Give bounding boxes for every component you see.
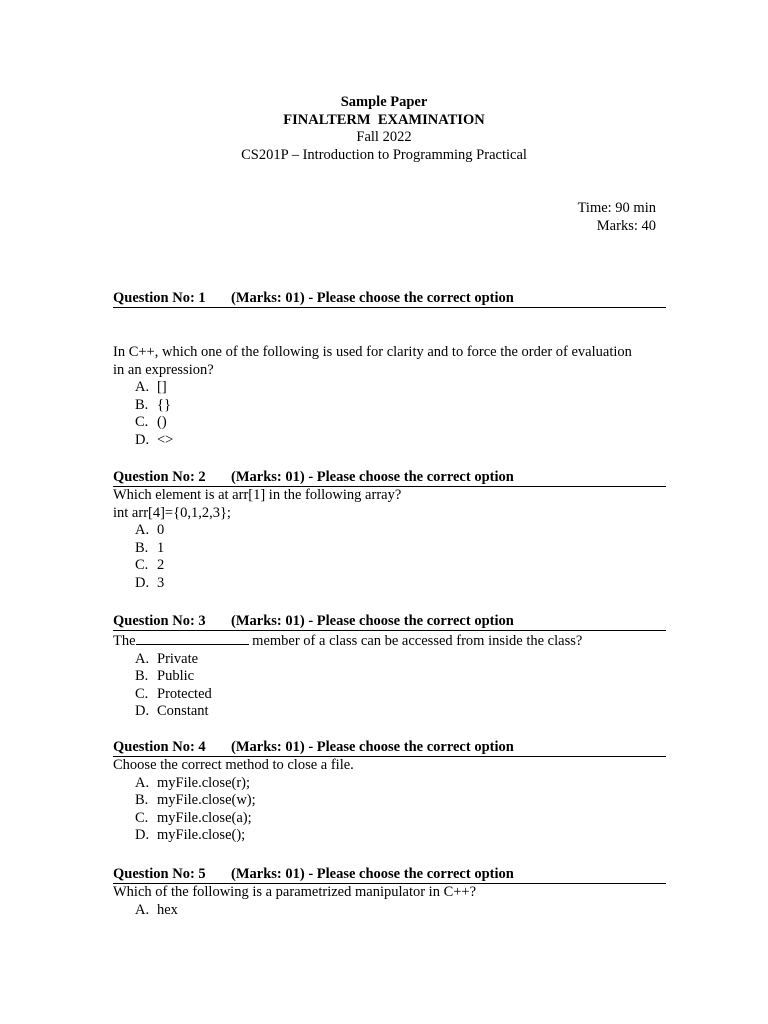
option-b (135, 540, 666, 558)
question-number: Question No: 3 (113, 613, 206, 629)
option-list (113, 379, 666, 449)
question-instruction: (Marks: 01) - Please choose the correct option (231, 469, 514, 485)
question-instruction: (Marks: 01) - Please choose the correct option (231, 739, 514, 755)
paper-title: Sample Paper (340, 94, 428, 110)
question-text-continued: in an expression? (113, 361, 214, 378)
option-c (135, 810, 666, 828)
question-heading (113, 866, 666, 884)
option-text: 3 (157, 574, 165, 591)
question-4 (113, 739, 666, 845)
question-instruction: (Marks: 01) - Please choose the correct option (231, 866, 514, 882)
option-b (135, 668, 666, 686)
option-a (135, 379, 666, 397)
exam-timing (578, 200, 656, 235)
option-d (135, 703, 666, 721)
question-heading (113, 290, 666, 308)
option-letter: A. (135, 522, 150, 538)
option-letter: A. (135, 774, 150, 791)
option-text: () (157, 414, 167, 431)
course-title: CS201P – Introduction to Programming Practical (241, 146, 527, 163)
option-text: Public (157, 668, 195, 685)
question-2 (113, 469, 666, 592)
option-text: {} (157, 396, 171, 413)
option-letter: D. (135, 827, 150, 844)
option-text: <> (157, 431, 174, 448)
option-letter: D. (135, 431, 150, 448)
option-text: Private (157, 650, 199, 667)
option-letter: A. (135, 650, 150, 667)
option-b (135, 397, 666, 415)
question-number: Question No: 1 (113, 290, 206, 306)
option-d (135, 432, 666, 450)
option-letter: B. (135, 396, 149, 413)
question-text-end: member of a class can be accessed from inside the class? (248, 633, 583, 649)
option-text: myFile.close(a); (157, 809, 252, 826)
option-c (135, 557, 666, 575)
option-text: 2 (157, 557, 165, 574)
question-number: Question No: 4 (113, 739, 206, 755)
option-letter: D. (135, 574, 150, 591)
option-text: myFile.close(); (157, 827, 246, 844)
option-text: myFile.close(w); (157, 792, 256, 809)
option-list (113, 775, 666, 845)
question-1 (113, 290, 666, 449)
option-text: 1 (157, 539, 165, 556)
question-text: Choose the correct method to close a file. (113, 757, 354, 773)
question-instruction: (Marks: 01) - Please choose the correct option (231, 613, 514, 629)
option-a (135, 651, 666, 669)
option-c (135, 414, 666, 432)
option-text: myFile.close(r); (157, 774, 251, 791)
option-list (113, 522, 666, 592)
question-number: Question No: 2 (113, 469, 206, 485)
option-d (135, 827, 666, 845)
fill-in-blank (136, 631, 249, 645)
option-list (113, 902, 666, 920)
option-letter: C. (135, 685, 149, 702)
exam-time: Time: 90 min (577, 200, 656, 216)
question-text: Which element is at arr[1] in the following array? (113, 487, 402, 503)
option-letter: A. (135, 379, 150, 395)
option-letter: C. (135, 809, 149, 826)
question-text (113, 631, 666, 651)
option-c (135, 686, 666, 704)
option-letter: A. (135, 901, 150, 918)
question-instruction: (Marks: 01) - Please choose the correct option (231, 290, 514, 306)
question-text-start: The (113, 633, 136, 649)
option-a (135, 522, 666, 540)
exam-marks: Marks: 40 (596, 217, 656, 234)
option-letter: C. (135, 557, 149, 574)
option-b (135, 792, 666, 810)
option-list (113, 651, 666, 721)
question-heading (113, 739, 666, 757)
option-d (135, 575, 666, 593)
question-code: int arr[4]={0,1,2,3}; (113, 504, 231, 521)
question-number: Question No: 5 (113, 866, 206, 882)
question-heading (113, 613, 666, 631)
option-text: 0 (157, 522, 165, 538)
option-text: Protected (157, 685, 212, 702)
option-text: hex (157, 901, 178, 918)
question-5 (113, 866, 666, 919)
option-letter: C. (135, 414, 149, 431)
option-letter: B. (135, 539, 149, 556)
question-heading (113, 469, 666, 487)
option-letter: B. (135, 792, 149, 809)
option-letter: B. (135, 668, 149, 685)
exam-header (0, 94, 768, 164)
exam-title: FINALTERM EXAMINATION (283, 111, 485, 128)
option-a (135, 902, 666, 920)
option-text: [] (157, 379, 167, 395)
question-text: Which of the following is a parametrized manipulator in C++? (113, 884, 477, 900)
exam-term: Fall 2022 (356, 129, 412, 145)
question-3 (113, 613, 666, 721)
option-letter: D. (135, 703, 150, 720)
option-a (135, 775, 666, 793)
question-text: In C++, which one of the following is used for clarity and to force the order of evaluation (113, 344, 632, 360)
option-text: Constant (157, 703, 209, 720)
